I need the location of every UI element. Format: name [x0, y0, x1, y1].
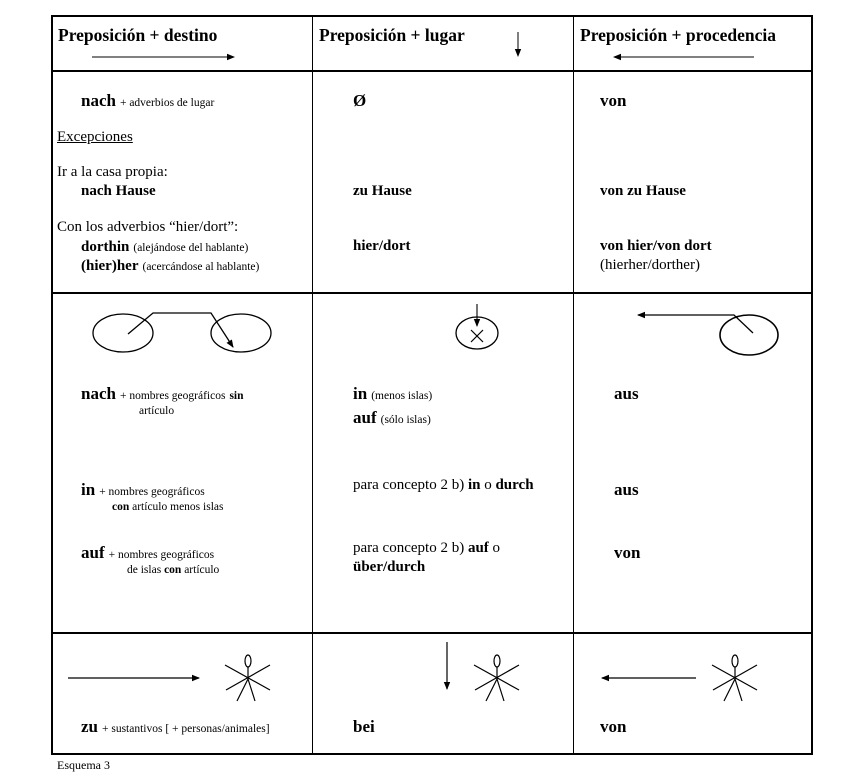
row2-concepto2-auf: auf — [467, 540, 489, 556]
row2-lugar-auf-line — [353, 408, 431, 428]
stick-figure-icon — [225, 655, 270, 701]
row2-in-note2: artículo menos islas — [132, 501, 224, 513]
row1-hier-dort: hier/dort — [353, 238, 411, 254]
row2-concepto2 — [353, 540, 500, 557]
row2-concepto1 — [353, 477, 534, 494]
header-lugar: Preposición + lugar — [319, 25, 465, 45]
row1-ir-casa: Ir a la casa propia: — [57, 164, 168, 180]
stick-figure-icon — [474, 655, 519, 701]
row2-aus2: aus — [614, 480, 639, 499]
row2-concepto2-uber: über/durch — [353, 559, 426, 575]
row1-nach: nach — [81, 91, 116, 110]
row3-zu-line — [81, 717, 270, 737]
circle-cross-icon — [456, 304, 498, 349]
row2-lugar-in-note: (menos islas) — [371, 390, 433, 402]
row2-auf: auf — [81, 543, 105, 562]
row1-hierher-line — [81, 257, 259, 275]
ellipse-path-arrow-icon — [93, 313, 271, 352]
row2-nach-note-sin: sin — [229, 390, 244, 402]
row1-dorthin-note: (alejándose del hablante) — [133, 242, 249, 254]
row1-von: von — [600, 91, 627, 110]
row1-von-zu-hause: von zu Hause — [600, 183, 686, 199]
row2-lugar-in-line — [353, 384, 432, 404]
row2-concepto1-o: o — [484, 477, 492, 493]
row2-concepto1-durch: durch — [495, 477, 534, 493]
row2-aus1: aus — [614, 384, 639, 403]
row1-nach-hause: nach Hause — [81, 183, 156, 199]
row1-hierher-dorther: (hierher/dorther) — [600, 257, 700, 273]
row2-von: von — [614, 543, 641, 562]
row2-lugar-auf: auf — [353, 408, 377, 427]
row2-in-line — [81, 480, 205, 500]
row2-concepto1-in: in — [467, 477, 481, 493]
row1-con-adverbios: Con los adverbios “hier/dort”: — [57, 219, 239, 235]
row2-concepto1-pre: para concepto 2 b) — [353, 477, 465, 493]
row2-auf-line — [81, 543, 214, 563]
row1-lugar-empty: Ø — [353, 91, 367, 110]
row1-dorthin: dorthin — [81, 239, 130, 255]
row2-in-note-con: con — [112, 501, 130, 513]
row2-in-note2-line — [112, 501, 223, 513]
footer-label: Esquema 3 — [57, 758, 110, 772]
row1-zu-hause: zu Hause — [353, 183, 412, 199]
row2-nach-line — [81, 384, 244, 404]
row2-auf-note-con: con — [164, 564, 182, 576]
row2-nach-note1: + nombres geográficos — [119, 390, 226, 402]
stick-figure-icon — [712, 655, 757, 701]
row2-in-note1: + nombres geográficos — [99, 486, 205, 498]
row3-zu: zu — [81, 717, 98, 736]
circle-leave-arrow-icon — [638, 315, 778, 355]
row1-nach-line — [81, 91, 214, 111]
row2-auf-note1: + nombres geográficos — [108, 549, 215, 561]
row1-von-hier-dort: von hier/von dort — [600, 238, 712, 254]
row3-bei: bei — [353, 717, 375, 736]
row2-nach-note2: artículo — [139, 405, 175, 417]
row3-von: von — [600, 717, 627, 736]
row1-excepciones: Excepciones — [57, 129, 133, 145]
row1-nach-note: + adverbios de lugar — [119, 97, 215, 109]
row2-concepto2-o: o — [492, 540, 501, 556]
row2-auf-note2-line — [127, 564, 219, 576]
header-procedencia: Preposición + procedencia — [580, 25, 776, 45]
row2-auf-note2b: artículo — [184, 564, 220, 576]
row1-hierher: (hier)her — [81, 258, 139, 274]
row2-in: in — [81, 480, 96, 499]
row2-auf-note2a: de islas — [127, 564, 162, 576]
header-destino: Preposición + destino — [58, 25, 218, 45]
row3-zu-note: + sustantivos [ + personas/animales] — [102, 723, 270, 735]
row2-concepto2-pre: para concepto 2 b) — [353, 540, 465, 556]
row1-dorthin-line — [81, 238, 248, 256]
row2-lugar-auf-note: (sólo islas) — [380, 414, 431, 426]
row2-lugar-in: in — [353, 384, 368, 403]
row1-hierher-note: (acercándose al hablante) — [142, 261, 260, 273]
row2-nach: nach — [81, 384, 116, 403]
